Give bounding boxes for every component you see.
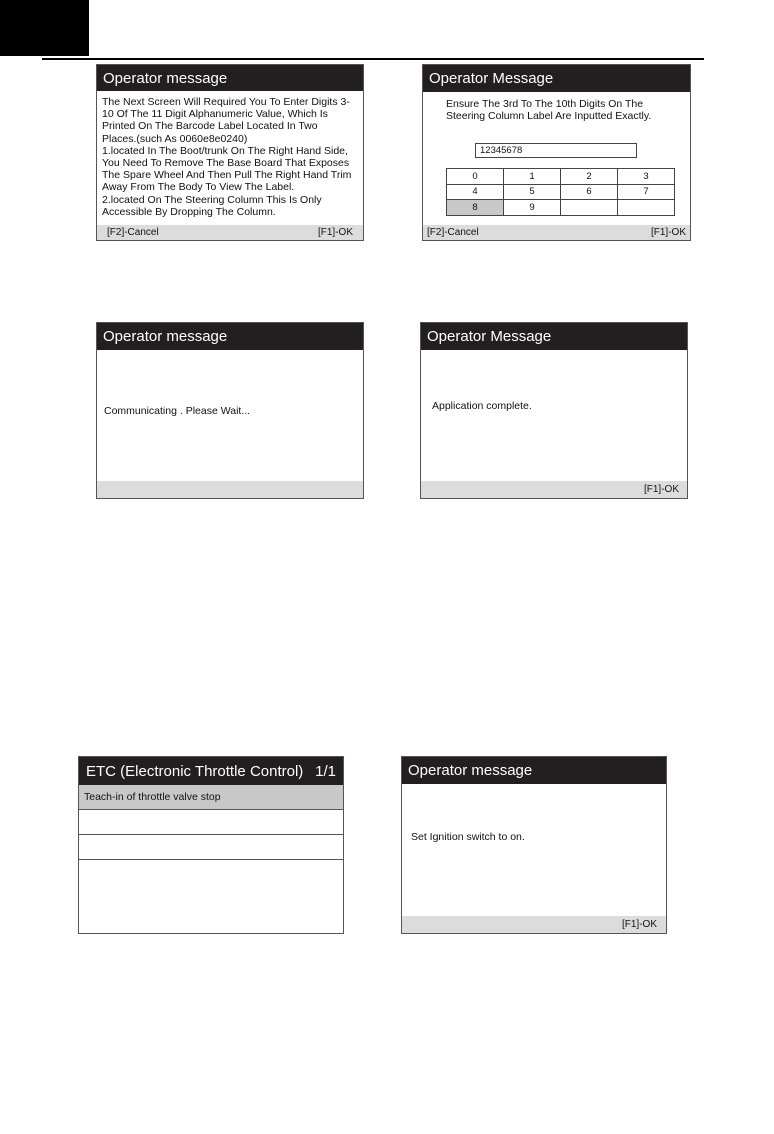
- message-line: You Need To Remove The Base Board That Exposes: [102, 157, 350, 170]
- operator-message-screen-4: [420, 322, 688, 499]
- operator-message-screen-1: [96, 64, 364, 241]
- message-line: 2.located On The Steering Column This Is Only: [102, 193, 322, 206]
- screen-title-bar: [79, 757, 343, 785]
- corner-black-tab: [0, 0, 89, 56]
- keypad-key-selected[interactable]: 8: [447, 200, 504, 216]
- ok-button[interactable]: [F1]-OK: [317, 227, 353, 238]
- message-line: The Next Screen Will Required You To Enter Digits 3-: [102, 96, 350, 108]
- operator-message-screen-2: [422, 64, 691, 241]
- softkey-bar: [421, 481, 687, 498]
- cancel-button[interactable]: [F2]-Cancel: [427, 227, 479, 238]
- screen-title: Operator Message: [423, 65, 690, 92]
- message-line: 1.located In The Boot/trunk On The Right Hand Side,: [102, 144, 348, 157]
- keypad-key[interactable]: 6: [561, 184, 618, 200]
- keypad-key[interactable]: 3: [618, 169, 675, 185]
- keypad-key[interactable]: 2: [561, 169, 618, 185]
- screen-title: Operator message: [402, 757, 666, 784]
- operator-message-screen-3: [96, 322, 364, 499]
- screen-title: ETC (Electronic Throttle Control): [86, 762, 304, 780]
- softkey-bar: [97, 481, 363, 498]
- keypad-key[interactable]: 4: [447, 184, 504, 200]
- message-line: 10 Of The 11 Digit Alphanumeric Value, Which Is: [102, 108, 328, 121]
- message-line: Away From The Body To View The Label.: [102, 181, 295, 194]
- keypad-key-empty: [618, 200, 675, 216]
- keypad-key[interactable]: 1: [504, 169, 561, 185]
- ok-button[interactable]: [F1]-OK: [643, 484, 679, 495]
- softkey-bar: [423, 225, 690, 240]
- message-line: Ensure The 3rd To The 10th Digits On The: [446, 98, 644, 110]
- ok-button[interactable]: [F1]-OK: [650, 227, 686, 238]
- etc-menu-screen: [78, 756, 344, 934]
- status-message: Set Ignition switch to on.: [411, 831, 525, 843]
- keypad-key[interactable]: 0: [447, 169, 504, 185]
- status-message: Communicating . Please Wait...: [104, 405, 251, 417]
- message-line: Printed On The Barcode Label Located In Two: [102, 120, 318, 133]
- cancel-button[interactable]: [F2]-Cancel: [107, 227, 159, 238]
- screen-title: Operator message: [97, 65, 363, 91]
- numeric-keypad: [446, 168, 675, 216]
- keypad-key-empty: [561, 200, 618, 216]
- message-text: [446, 98, 686, 122]
- digit-input-field[interactable]: 12345678: [475, 143, 637, 158]
- message-line: Steering Column Label Are Inputted Exactly.: [446, 110, 652, 123]
- menu-item-selected[interactable]: Teach-in of throttle valve stop: [79, 785, 343, 810]
- message-line: The Spare Wheel And Then Pull The Right Hand Trim: [102, 169, 352, 182]
- keypad-key[interactable]: 7: [618, 184, 675, 200]
- menu-item[interactable]: [79, 810, 343, 835]
- message-line: Accessible By Dropping The Column.: [102, 205, 276, 218]
- page-indicator: 1/1: [315, 762, 336, 780]
- softkey-bar: [402, 916, 666, 933]
- screen-title: Operator Message: [421, 323, 687, 350]
- menu-item[interactable]: [79, 835, 343, 860]
- screen-title: Operator message: [97, 323, 363, 350]
- header-rule: [42, 58, 704, 60]
- status-message: Application complete.: [432, 400, 532, 412]
- keypad-key[interactable]: 5: [504, 184, 561, 200]
- message-line: Places.(such As 0060e8e0240): [102, 132, 248, 145]
- message-text: [102, 96, 364, 218]
- softkey-bar: [97, 225, 363, 240]
- keypad-key[interactable]: 9: [504, 200, 561, 216]
- operator-message-screen-6: [401, 756, 667, 934]
- ok-button[interactable]: [F1]-OK: [621, 919, 657, 930]
